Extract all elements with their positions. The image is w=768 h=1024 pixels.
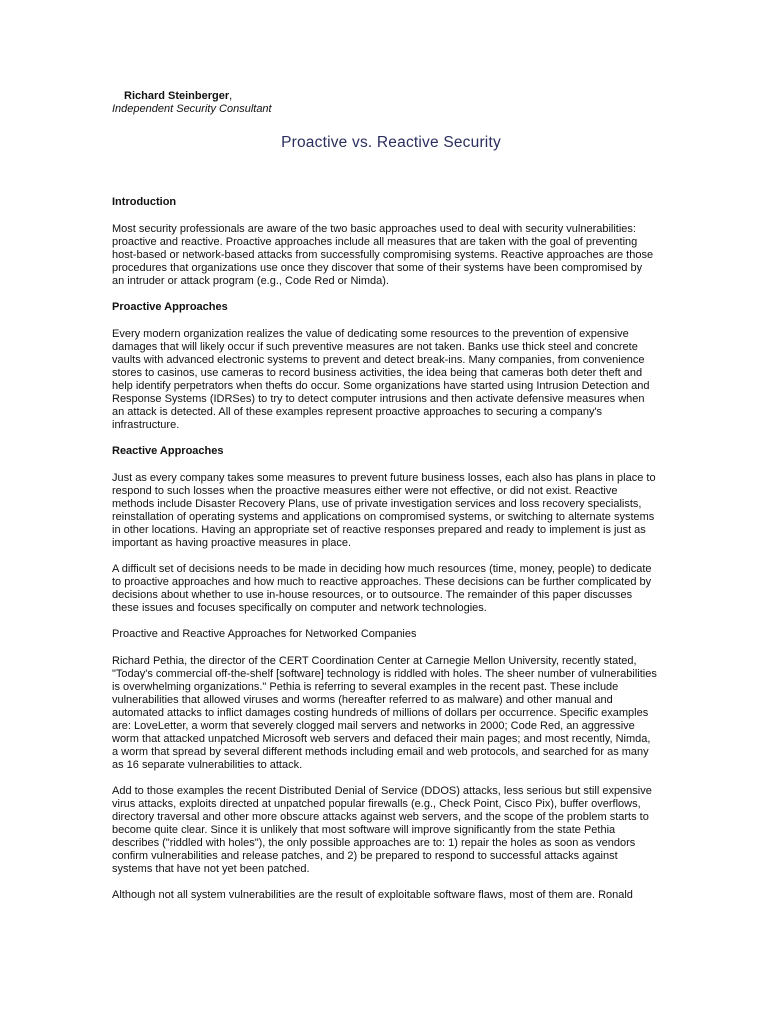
author-name-line [112,90,272,103]
heading-introduction: Introduction [112,196,177,208]
paragraph-introduction: Most security professionals are aware of the two basic approaches used to deal with security vulnerabilities: proactive and reactive. Proactive approaches include all measures that are taken with the goal of preventing host-based or network-based attacks from successfully compromising systems. Reactive approaches are those procedures that organizations use once they discover that some of their systems have been compromised by an intruder or attack program (e.g., Code Red or Nimda). [112,223,654,287]
paragraph-networked-2: Add to those examples the recent Distributed Denial of Service (DDOS) attacks, less serious but still expensive virus attacks, exploits directed at unpatched popular firewalls (e.g., Check Point, Cisco Pix), buffer overflows, directory traversal and other more obscure attacks against web servers, and the scope of the problem starts to become quite clear. Since it is unlikely that most software will improve significantly from the state Pethia describes ("riddled with holes"), the only possible approaches are to: 1) repair the holes as soon as vendors confirm vulnerabilities and release patches, and 2) be prepared to respond to successful attacks against systems that have not yet been patched. [112,785,652,875]
heading-proactive-approaches: Proactive Approaches [112,301,228,313]
author-name: Richard Steinberger [124,90,230,102]
heading-networked-companies: Proactive and Reactive Approaches for Networked Companies [112,628,417,640]
paragraph-networked-1: Richard Pethia, the director of the CERT Coordination Center at Carnegie Mellon University, recently stated, "Today's commercial off-the-shelf [software] technology is riddled with holes. The sheer number of vulnerabilities is overwhelming organizations." Pethia is referring to several examples in the recent past. These include vulnerabilities that allowed viruses and worms (hereafter referred to as malware) and other manual and automated attacks to inflict damages costing hundreds of millions of dollars per occurrence. Specific examples are: LoveLetter, a worm that severely clogged mail servers and networks in 2000; Code Red, an aggressive worm that attacked unpatched Microsoft web servers and defaced their main pages; and most recently, Nimda, a worm that spread by several different methods including email and web protocols, and searched for as many as 16 separate vulnerabilities to attack. [112,655,657,771]
paragraph-reactive-1: Just as every company takes some measures to prevent future business losses, each also has plans in place to respond to such losses when the proactive measures either were not effective, or did not exist. Reactive methods include Disaster Recovery Plans, use of private investigation services and loss recovery specialists, reinstallation of operating systems and applications on compromised systems, or switching to alternate systems in other locations. Having an appropriate set of reactive responses prepared and ready to implement is just as important as having proactive measures in place. [112,472,656,549]
document-body [112,196,657,902]
author-block [112,90,272,116]
paragraph-networked-3: Although not all system vulnerabilities are the result of exploitable software flaws, most of them are. Ronald [112,889,633,901]
author-role: Independent Security Consultant [112,103,272,115]
heading-reactive-approaches: Reactive Approaches [112,445,224,457]
paragraph-reactive-2: A difficult set of decisions needs to be made in deciding how much resources (time, money, people) to dedicate to proactive approaches and how much to reactive approaches. These decisions can be further complicated by decisions about whether to use in-house resources, or to outsource. The remainder of this paper discusses these issues and focuses specifically on computer and network technologies. [112,563,652,614]
author-name-suffix: , [229,90,233,102]
document-title: Proactive vs. Reactive Security [281,134,501,151]
paragraph-proactive: Every modern organization realizes the value of dedicating some resources to the prevention of expensive damages that will likely occur if such preventive measures are not taken. Banks use thick steel and concrete vaults with advanced electronic systems to prevent and detect break-ins. Many companies, from convenience stores to casinos, use cameras to record business activities, the idea being that cameras both deter theft and help identify perpetrators when thefts do occur. Some organizations have started using Intrusion Detection and Response Systems (IDRSes) to try to detect computer intrusions and then activate defensive measures when an attack is detected. All of these examples represent proactive approaches to securing a company's infrastructure. [112,328,650,431]
